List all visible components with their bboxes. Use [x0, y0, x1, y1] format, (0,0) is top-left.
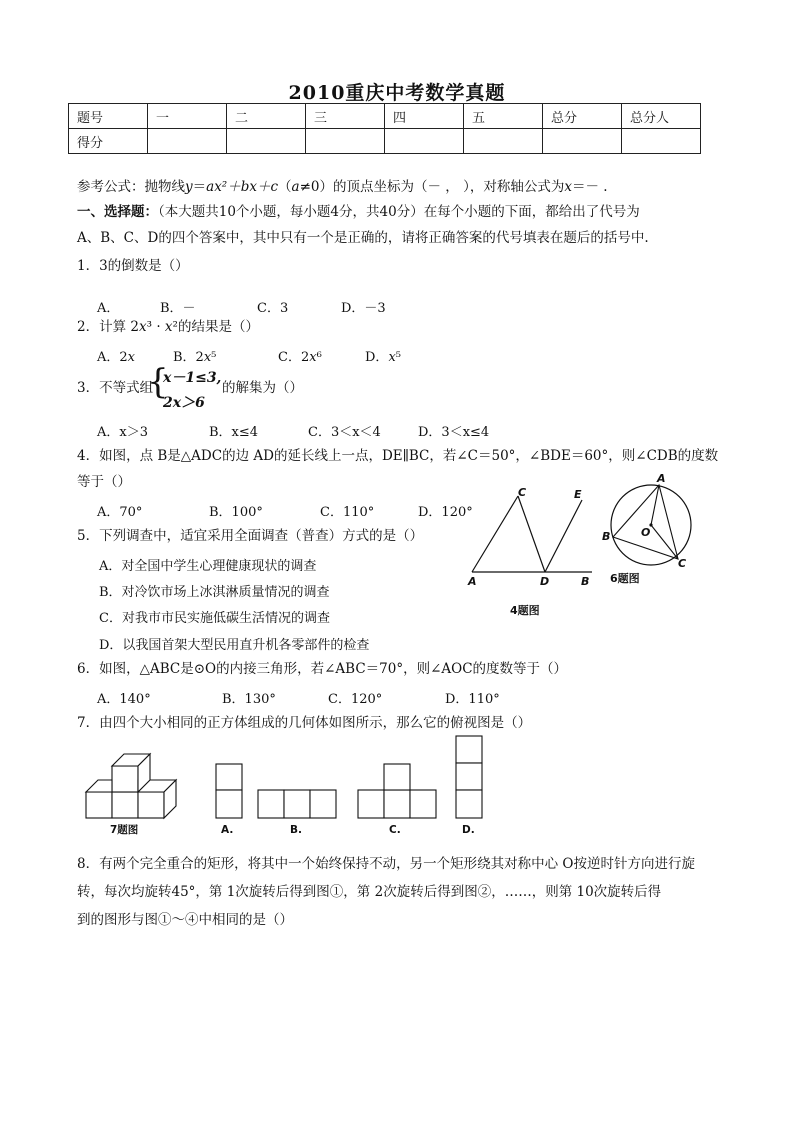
fig4-line-de	[545, 500, 582, 572]
q4-option-a: A．70°	[97, 505, 143, 520]
score-table-score-row	[69, 129, 701, 154]
fig6-label-c: C	[678, 557, 687, 570]
fig7-option-a-view	[216, 764, 242, 818]
fig7-option-c-view	[358, 764, 436, 818]
page-title: 2010重庆中考数学真题	[288, 82, 506, 104]
formula-var: x	[564, 179, 572, 195]
q2-var: x	[164, 319, 173, 335]
formula-var: y	[185, 179, 193, 195]
q6-option-d: D．110°	[445, 692, 500, 707]
question-8-stem: 8．有两个完全重合的矩形，将其中一个始终保持不动，另一个矩形绕其对称中心 O按逆时针方向进行旋	[77, 856, 695, 872]
q5-option-a: A．对全国中学生心理健康现状的调查	[99, 559, 317, 574]
question-5-stem: 5．下列调查中，适宜采用全面调查（普查）方式的是（）	[77, 528, 424, 544]
question-4-stem-line2: 等于（）	[77, 474, 131, 490]
fig7-caption: 7题图	[110, 824, 139, 836]
score-cell	[306, 129, 385, 154]
score-cell	[543, 129, 622, 154]
figure-6	[596, 470, 706, 590]
fig4-label-b: B	[581, 575, 590, 588]
q2-text: ²的结果是（）	[172, 319, 259, 335]
fig6-label-o: O	[641, 526, 651, 539]
q3-option-d: D．3＜x≤4	[418, 425, 490, 440]
q3-option-a: A．x＞3	[97, 425, 148, 440]
score-cell	[148, 129, 227, 154]
question-3-stem-b: 的解集为（）	[222, 380, 303, 396]
score-table	[68, 103, 701, 154]
score-header-cell: 总分	[543, 104, 622, 129]
score-header-cell: 五	[464, 104, 543, 129]
question-4-stem: 4．如图，点 B是△ADC的边 AD的延长线上一点，DE∥BC，若∠C＝50°，∠BDE＝60°，则∠CDB的度数	[77, 448, 719, 464]
fig7-label-d: D.	[462, 824, 475, 836]
score-cell	[622, 129, 701, 154]
q3-inequality-2: 2x＞6	[163, 395, 205, 411]
q5-option-c: C．对我市市民实施低碳生活情况的调查	[99, 611, 330, 626]
figure-7	[78, 732, 498, 844]
q2-var: x	[138, 319, 147, 335]
score-cell	[464, 129, 543, 154]
fig7-option-d-view	[456, 736, 482, 818]
fig4-label-a: A	[468, 575, 477, 588]
fig4-line-cd	[518, 496, 545, 572]
q5-option-d: D．以我国首架大型民用直升机各零部件的检查	[99, 638, 370, 653]
score-table-header-row	[69, 104, 701, 129]
formula-text: ≠0）的顶点坐标为（－ ， ），对称轴公式为	[299, 179, 565, 195]
q6-option-b: B．130°	[222, 692, 276, 707]
q2-option-a: A．2x	[97, 350, 136, 365]
fig4-caption: 4题图	[510, 604, 540, 617]
formula-text: ＝	[192, 179, 207, 195]
formula-var: ax²＋bx＋c	[206, 179, 279, 195]
q4-option-b: B．100°	[209, 505, 263, 520]
question-8-stem-line3: 到的图形与图①～④中相同的是（）	[77, 912, 293, 928]
fig4-line-ac	[472, 496, 518, 572]
question-1-stem: 1．3的倒数是（）	[77, 258, 189, 274]
q1-option-d: D．－3	[341, 301, 386, 316]
question-3-stem-a: 3．不等式组	[77, 380, 154, 396]
q2-option-b: B．2x⁵	[173, 350, 217, 365]
formula-line	[77, 178, 608, 196]
fig7-label-b: B.	[290, 824, 302, 836]
score-header-cell: 一	[148, 104, 227, 129]
fig6-radius-oa	[651, 485, 659, 525]
q2-text: 2．计算 2	[77, 319, 139, 335]
section-heading: 一、选择题：	[77, 204, 158, 220]
section-intro	[77, 203, 640, 221]
fig7-label-a: A.	[221, 824, 234, 836]
q6-option-a: A．140°	[97, 692, 151, 707]
q1-option-a: A．	[97, 301, 120, 316]
section-intro-text: （本大题共10个小题，每小题4分，共40分）在每个小题的下面，都给出了代号为	[158, 204, 640, 220]
fig7-solid	[86, 754, 176, 818]
fig7-option-b-view	[258, 790, 336, 818]
q1-option-b: B．－	[160, 301, 196, 316]
score-header-cell: 题号	[69, 104, 148, 129]
q3-inequality-1: x－1≤3,	[163, 370, 222, 386]
score-header-cell: 总分人	[622, 104, 701, 129]
score-row-label: 得分	[69, 129, 148, 154]
formula-text: （	[278, 179, 292, 195]
question-2-stem	[77, 318, 259, 336]
question-6-stem: 6．如图，△ABC是⊙O的内接三角形，若∠ABC＝70°，则∠AOC的度数等于（）	[77, 661, 568, 677]
score-header-cell: 四	[385, 104, 464, 129]
system-brace: {	[147, 362, 169, 402]
formula-var: a	[291, 179, 300, 195]
formula-text: 参考公式：抛物线	[77, 179, 185, 195]
section-intro-line2: A、B、C、D的四个答案中，其中只有一个是正确的，请将正确答案的代号填表在题后的括号中.	[77, 230, 649, 246]
question-8-stem-line2: 转，每次均旋转45°，第 1次旋转后得到图①，第 2次旋转后得到图②，……，则第 10次旋转后得	[77, 884, 662, 900]
figure-4	[460, 484, 610, 624]
q2-text: ³ ·	[146, 319, 165, 335]
q3-option-c: C．3＜x＜4	[308, 425, 381, 440]
fig7-label-c: C.	[389, 824, 401, 836]
q2-option-d: D．x⁵	[365, 350, 401, 365]
q1-option-c: C．3	[257, 301, 289, 316]
formula-text: ＝－ .	[571, 179, 608, 195]
q2-option-c: C．2x⁶	[278, 350, 322, 365]
fig6-label-a: A	[657, 472, 666, 485]
fig6-label-b: B	[602, 530, 611, 543]
fig4-label-d: D	[540, 575, 550, 588]
q6-option-c: C．120°	[328, 692, 383, 707]
score-header-cell: 三	[306, 104, 385, 129]
fig6-caption: 6题图	[610, 572, 640, 585]
fig4-label-c: C	[518, 486, 527, 499]
q4-option-c: C．110°	[320, 505, 375, 520]
q3-option-b: B．x≤4	[209, 425, 259, 440]
score-cell	[227, 129, 306, 154]
score-cell	[385, 129, 464, 154]
score-header-cell: 二	[227, 104, 306, 129]
q4-option-d: D．120°	[418, 505, 473, 520]
question-7-stem: 7．由四个大小相同的正方体组成的几何体如图所示，那么它的俯视图是（）	[77, 715, 532, 731]
fig4-label-e: E	[574, 488, 582, 501]
q5-option-b: B．对冷饮市场上冰淇淋质量情况的调查	[99, 585, 330, 600]
